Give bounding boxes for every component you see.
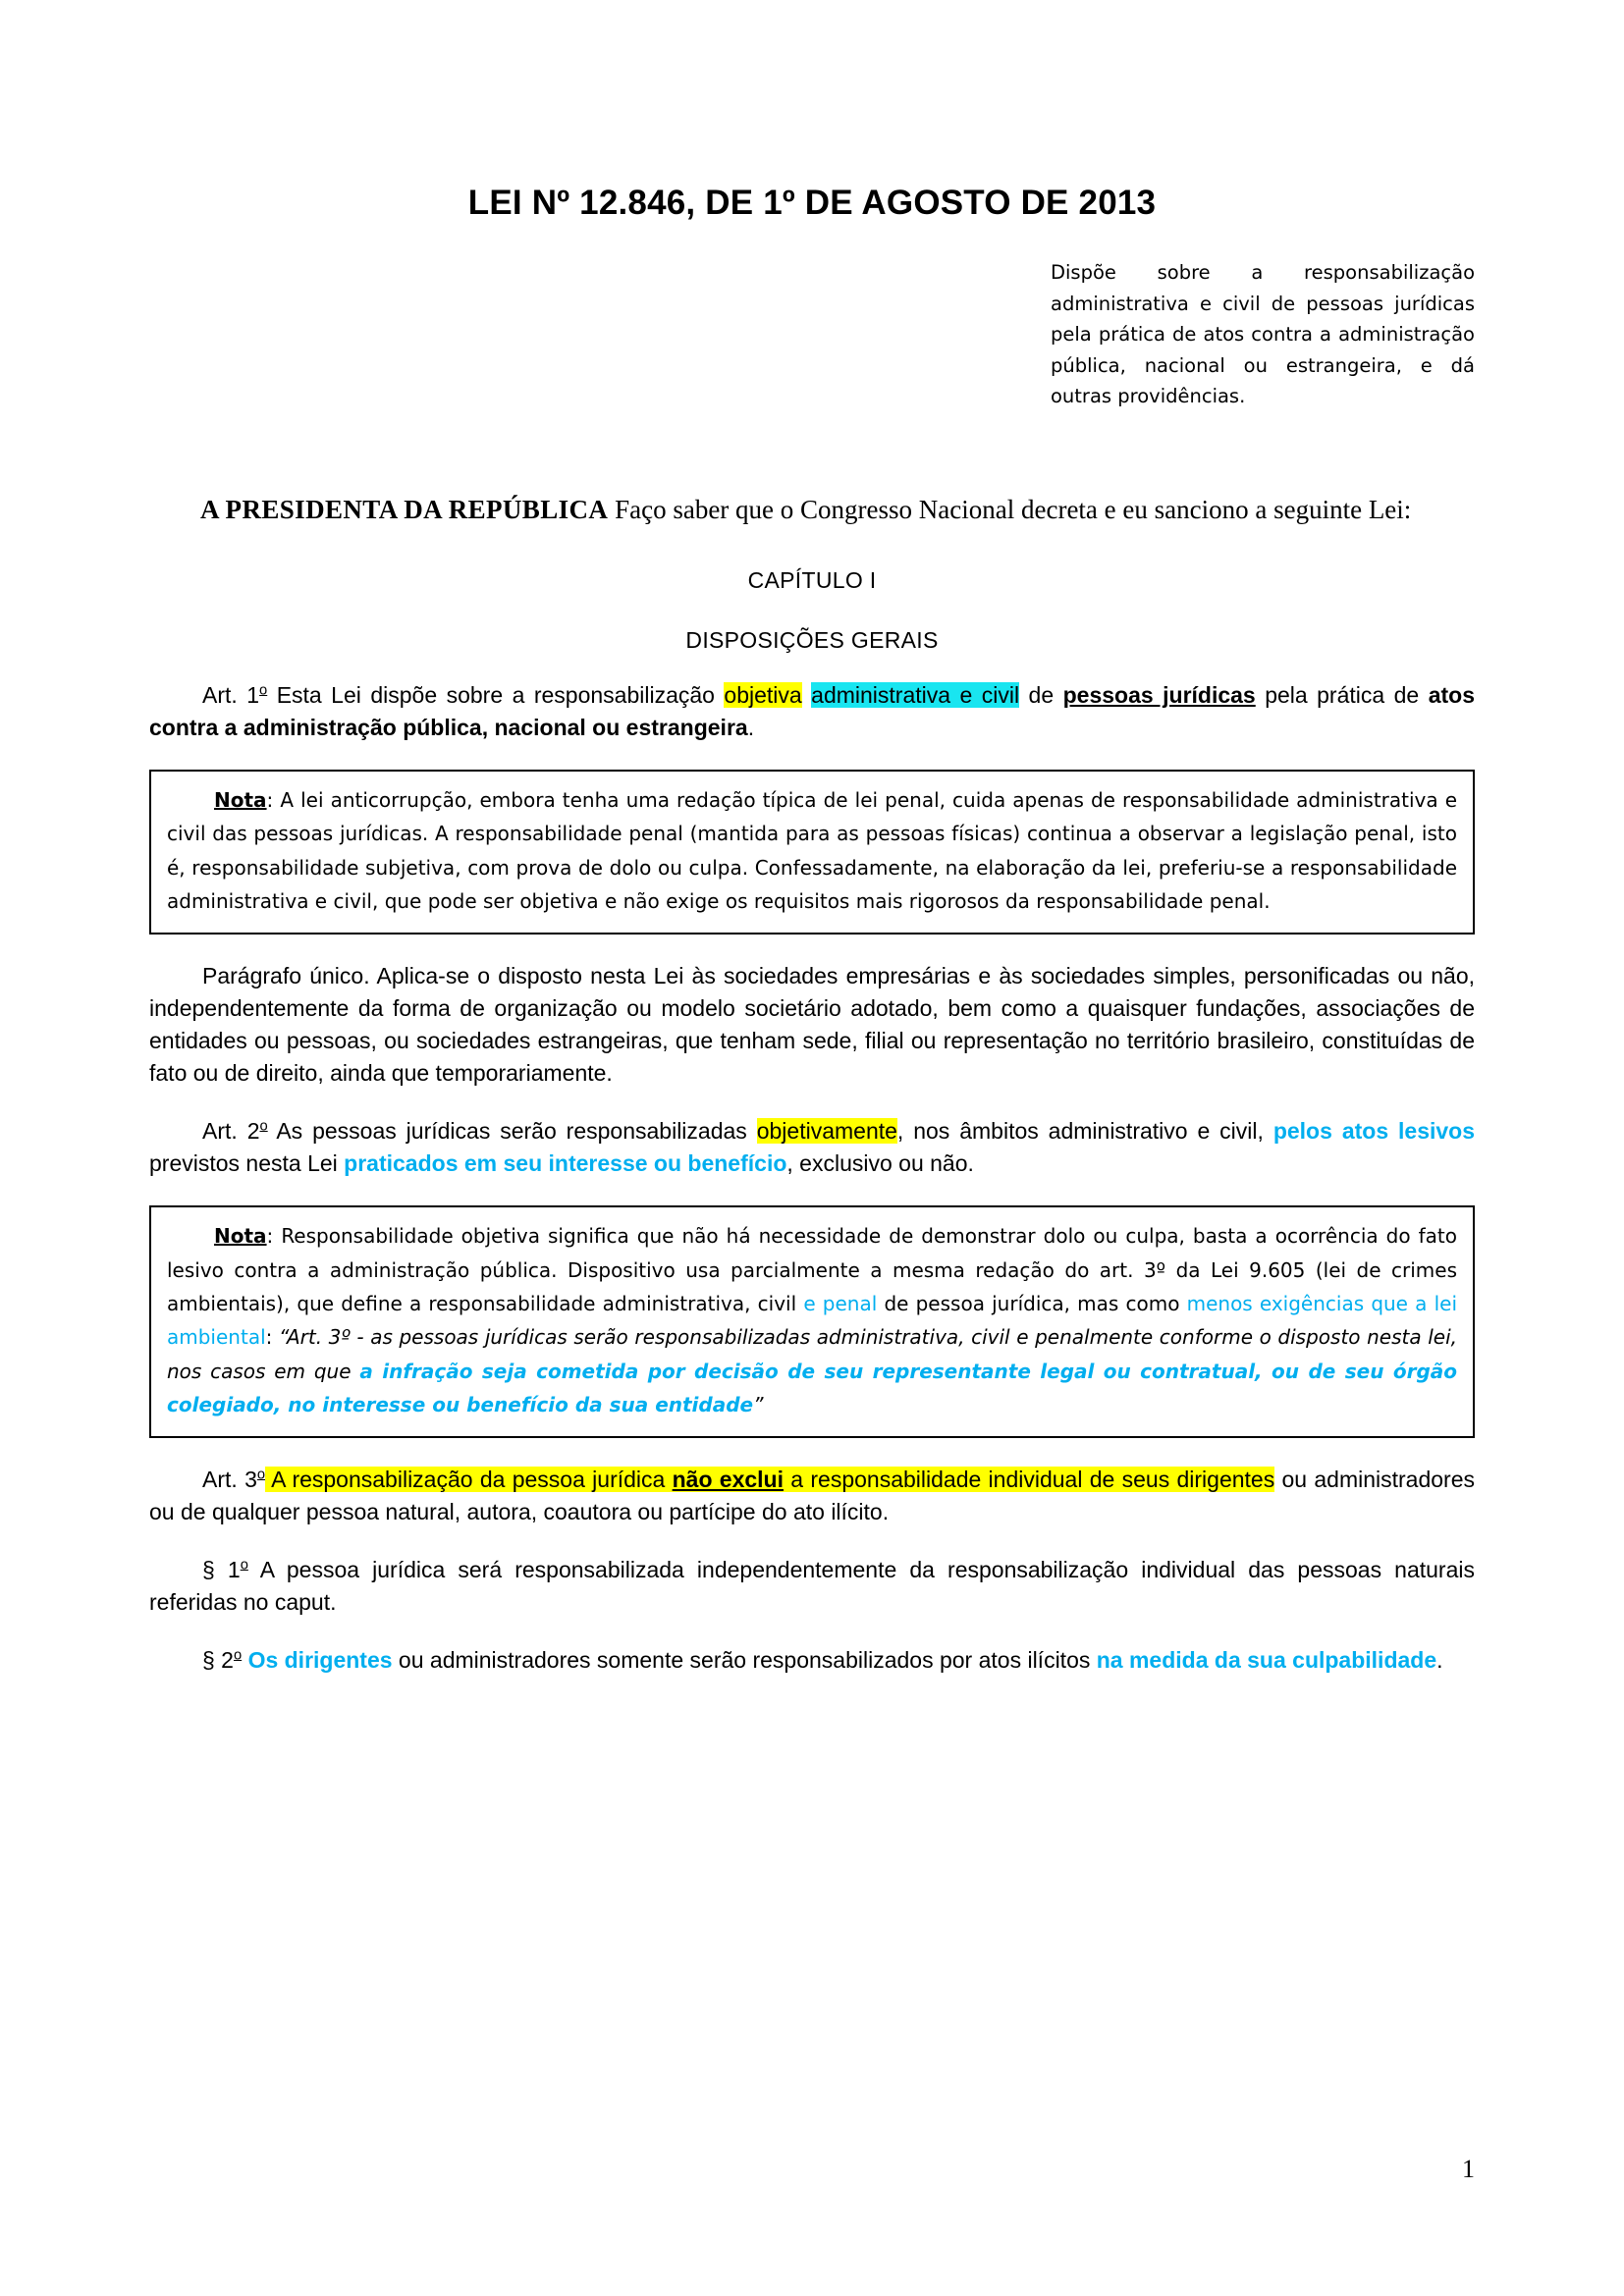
article-3-highlight-segment-2: a responsabilidade individual de seus dirigentes xyxy=(784,1466,1275,1492)
note-box-2-quote-accent: a infração seja cometida por decisão de seu representante legal ou contratual, ou de seu órgão colegiado, no interesse ou benefício da sua entidade xyxy=(167,1359,1457,1417)
article-2-segment-3: previstos nesta Lei xyxy=(149,1150,345,1177)
article-1-segment-2: de xyxy=(1019,681,1063,708)
paragraph-1-paragraph xyxy=(149,1554,1475,1619)
article-3-marker: Art. 3 xyxy=(202,1466,257,1492)
note-box-2-quote-close: ” xyxy=(753,1393,764,1417)
page-title xyxy=(149,183,1475,224)
paragrafo-unico-paragraph: Parágrafo único. Aplica-se o disposto nesta Lei às sociedades empresárias e às sociedades simples, personificadas ou não, independentemente da forma de organização ou modelo societário adotado, bem como a quaisquer fundações, associações de entidades ou pessoas, ou sociedades estrangeiras, que tenham sede, filial ou representação no território brasileiro, constituídas de fato ou de direito, ainda que temporariamente. xyxy=(149,962,1475,1086)
note-box-1-text: : A lei anticorrupção, embora tenha uma redação típica de lei penal, cuida apenas de responsabilidade administrativa e civil das pessoas jurídicas. A responsabilidade penal (mantida para as pessoas físicas) continua a observar a legislação penal, isto é, responsabilidade subjetiva, com prova de dolo ou culpa. Confessadamente, na elaboração da lei, preferiu-se a responsabilidade administrativa e civil, que pode ser objetiva e não exige os requisitos mais rigorosos da responsabilidade penal. xyxy=(167,788,1457,914)
article-3-highlight-emphasis: não exclui xyxy=(672,1466,784,1492)
note-box-2-segment-3: : xyxy=(265,1325,279,1350)
note-box-1 xyxy=(149,770,1475,934)
article-2-segment-4: , exclusivo ou não. xyxy=(786,1150,974,1177)
article-1-emphasis-legal-persons: pessoas jurídicas xyxy=(1062,681,1256,708)
note-box-2-segment-1: : Responsabilidade objetiva significa que não há necessidade de demonstrar dolo ou culpa, basta a ocorrência do fato lesivo contra a administração pública. Dispositivo usa parcialmente a mesma redação do art. 3º da Lei 9.605 (lei de crimes ambientais), que define a responsabilidade administrativa, civil xyxy=(167,1224,1457,1316)
article-1-segment-3: pela prática de xyxy=(1255,681,1429,708)
article-2-marker: Art. 2 xyxy=(202,1118,260,1145)
article-3-highlight-segment-1: A responsabilização da pessoa jurídica xyxy=(265,1466,673,1492)
article-2-segment-2: , nos âmbitos administrativo e civil, xyxy=(896,1118,1273,1145)
article-1-segment-4: . xyxy=(747,714,755,740)
paragraph-1-marker: § 1 xyxy=(202,1556,241,1582)
preamble-authority: A PRESIDENTA DA REPÚBLICA xyxy=(200,494,609,524)
note-box-2 xyxy=(149,1205,1475,1437)
preamble-paragraph xyxy=(149,493,1475,528)
article-2-paragraph xyxy=(149,1115,1475,1180)
article-1-segment-1: Esta Lei dispõe sobre a responsabilização xyxy=(267,681,725,708)
article-3-paragraph xyxy=(149,1464,1475,1528)
paragraph-1-text: A pessoa jurídica será responsabilizada independentemente da responsabilização individual das pessoas naturais referidas no caput. xyxy=(149,1556,1475,1615)
ementa-text: Dispõe sobre a responsabilização administrativa e civil de pessoas jurídicas pela prática de atos contra a administração pública, nacional ou estrangeira, e dá outras providências. xyxy=(1051,261,1475,408)
article-1-paragraph xyxy=(149,679,1475,744)
ementa-container xyxy=(149,257,1475,412)
article-2-accent-1: pelos atos lesivos xyxy=(1272,1118,1476,1145)
preamble-body: Faço saber que o Congresso Nacional decreta e eu sanciono a seguinte Lei: xyxy=(608,494,1412,524)
section-heading: DISPOSIÇÕES GERAIS xyxy=(685,626,939,653)
paragraph-2-marker-ordinal: o xyxy=(233,1647,243,1664)
note-box-2-accent-2: menos exigências que a lei ambiental xyxy=(167,1292,1457,1350)
chapter-heading: CAPÍTULO I xyxy=(747,566,877,593)
article-2-highlight-yellow: objetivamente xyxy=(756,1118,897,1145)
paragraph-2-segment-1: ou administradores somente serão responsabilizados por atos ilícitos xyxy=(392,1647,1097,1674)
paragraph-2-marker: § 2 xyxy=(202,1647,234,1674)
paragraph-2-accent-1: Os dirigentes xyxy=(247,1647,393,1674)
paragraph-1-marker-ordinal: o xyxy=(240,1557,248,1574)
page-title-text: LEI Nº 12.846, DE 1º DE AGOSTO DE 2013 xyxy=(467,184,1157,222)
article-1-emphasis-acts: atos contra a administração pública, nacional ou estrangeira xyxy=(149,681,1475,740)
note-box-1-label: Nota xyxy=(214,788,267,813)
article-2-segment-1: As pessoas jurídicas serão responsabilizadas xyxy=(267,1118,757,1145)
article-3-marker-ordinal: o xyxy=(256,1466,266,1482)
note-box-2-label: Nota xyxy=(214,1224,267,1249)
note-box-2-segment-2: de pessoa jurídica, mas como xyxy=(877,1292,1187,1316)
note-box-2-accent-1: e penal xyxy=(803,1292,878,1316)
article-1-highlight-cyan: administrativa e civil xyxy=(811,681,1020,708)
page-number: 1 xyxy=(1462,2155,1475,2183)
article-1-highlight-yellow: objetiva xyxy=(724,681,802,708)
article-2-accent-2: praticados em seu interesse ou benefício xyxy=(344,1150,787,1177)
paragraph-2-paragraph xyxy=(149,1644,1475,1677)
article-1-marker-ordinal: o xyxy=(259,682,268,699)
article-2-marker-ordinal: o xyxy=(259,1118,268,1135)
paragraph-2-segment-2: . xyxy=(1436,1647,1443,1674)
article-3-segment-rest: ou administradores ou de qualquer pessoa natural, autora, coautora ou partícipe do ato ilícito. xyxy=(149,1466,1476,1524)
paragraph-2-accent-2: na medida da sua culpabilidade xyxy=(1096,1647,1437,1674)
note-box-2-quote-open: “Art. 3º - as pessoas jurídicas serão responsabilizadas administrativa, civil e penalmente conforme o disposto nesta lei, nos casos em que xyxy=(167,1325,1457,1383)
article-1-marker: Art. 1 xyxy=(202,681,260,708)
